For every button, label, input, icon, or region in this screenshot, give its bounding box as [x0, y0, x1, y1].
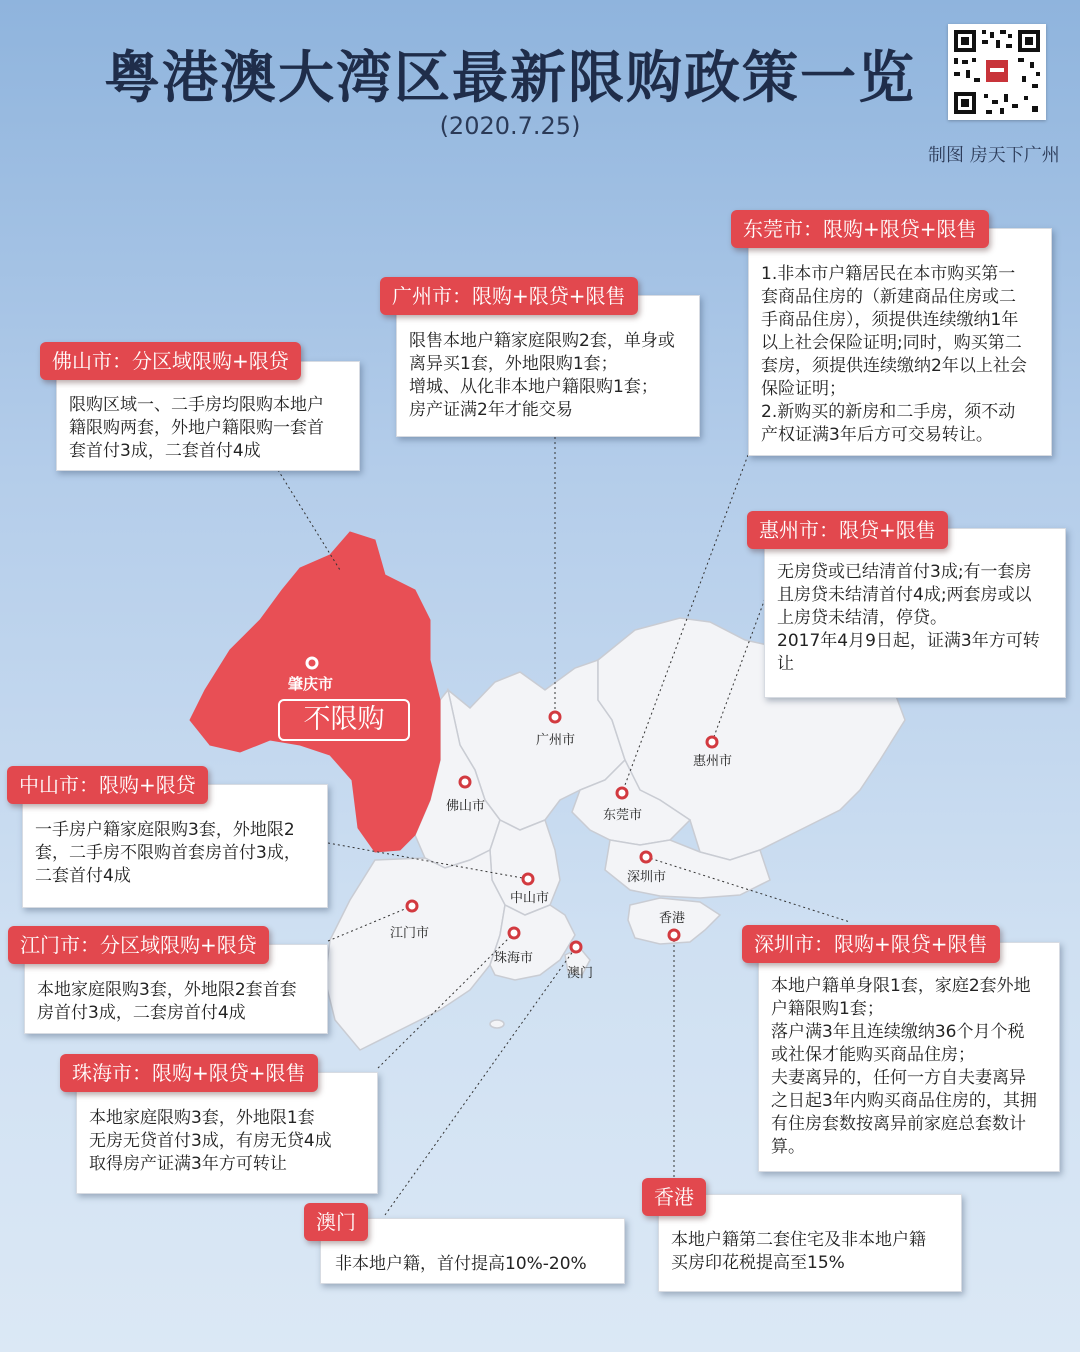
marker-jiangmen	[407, 901, 417, 911]
marker-hongkong	[669, 930, 679, 940]
policy-box-shenzhen	[758, 942, 1060, 1172]
policy-heading-hongkong: 香港	[642, 1178, 706, 1216]
region-zhuhai	[490, 905, 575, 980]
credit-label: 制图 房天下广州	[928, 145, 1060, 166]
city-label-foshan: 佛山市	[446, 799, 486, 814]
policy-heading-dongguan: 东莞市：限购+限贷+限售	[731, 210, 989, 248]
zhaoqing-status-badge: 不限购	[278, 699, 410, 741]
region-jiangmen	[325, 850, 505, 1050]
city-label-guangzhou: 广州市	[536, 733, 576, 748]
policy-heading-shenzhen: 深圳市：限购+限贷+限售	[742, 925, 1000, 963]
marker-zhongshan	[523, 874, 533, 884]
city-label-macau: 澳门	[567, 966, 594, 981]
page-title: 粤港澳大湾区最新限购政策一览	[104, 46, 916, 111]
policy-text-huizhou: 无房贷或已结清首付3成;有一套房 且房贷未结清首付4成;两套房或以 上房贷未结清，停贷。 2017年4月9日起，证满3年方可转 让	[777, 562, 1040, 674]
marker-foshan	[460, 777, 470, 787]
city-label-shenzhen: 深圳市	[627, 870, 667, 885]
policy-text-zhongshan: 一手房户籍家庭限购3套，外地限2 套，二手房不限购首套房首付3成， 二套首付4成	[35, 820, 301, 886]
policy-heading-huizhou: 惠州市：限贷+限售	[747, 511, 948, 549]
marker-shenzhen	[641, 852, 651, 862]
marker-guangzhou	[550, 712, 560, 722]
date-label: (2020.7.25)	[439, 112, 581, 140]
city-label-zhuhai: 珠海市	[494, 951, 534, 966]
policy-heading-zhuhai: 珠海市：限购+限贷+限售	[60, 1054, 318, 1092]
policy-box-dongguan	[748, 228, 1052, 456]
policy-text-shenzhen: 本地户籍单身限1套，家庭2套外地 户籍限购1套； 落户满3年且连续缴纳36个月个税 或社保才能购买商品住房； 夫妻离异的，任何一方自夫妻离异 之日起3年内购买商品住房的，其拥 有住房套数按离异前家庭总套数计 算。	[771, 976, 1037, 1157]
policy-heading-guangzhou: 广州市：限购+限贷+限售	[380, 277, 638, 315]
marker-dongguan	[617, 788, 627, 798]
marker-huizhou	[707, 737, 717, 747]
city-label-huizhou: 惠州市	[693, 754, 733, 769]
marker-macau	[571, 942, 581, 952]
policy-text-macau: 非本地户籍，首付提高10%-20%	[335, 1254, 587, 1274]
city-label-zhongshan: 中山市	[510, 891, 550, 906]
policy-text-jiangmen: 本地家庭限购3套，外地限2套首套 房首付3成，二套房首付4成	[37, 980, 297, 1023]
marker-zhaoqing	[307, 658, 317, 668]
policy-text-zhuhai: 本地家庭限购3套，外地限1套 无房无贷首付3成，有房无贷4成 取得房产证满3年方可转让	[89, 1108, 332, 1174]
policy-text-foshan: 限购区域一、二手房均限购本地户 籍限购两套，外地户籍限购一套首 套首付3成，二套首付4成	[69, 395, 324, 461]
marker-zhuhai	[509, 928, 519, 938]
policy-heading-foshan: 佛山市：分区域限购+限贷	[40, 342, 301, 380]
city-label-jiangmen: 江门市	[390, 926, 430, 941]
policy-text-hongkong: 本地户籍第二套住宅及非本地户籍 买房印花税提高至15%	[671, 1230, 926, 1273]
policy-heading-zhongshan: 中山市：限购+限贷	[7, 766, 208, 804]
policy-text-guangzhou: 限售本地户籍家庭限购2套，单身或 离异买1套，外地限购1套； 增城、从化非本地户籍限购1套； 房产证满2年才能交易	[409, 331, 675, 420]
city-label-dongguan: 东莞市	[603, 808, 643, 823]
policy-heading-macau: 澳门	[304, 1203, 368, 1241]
policy-text-dongguan: 1.非本市户籍居民在本市购买第一 套商品住房的（新建商品住房或二 手商品住房），须提供连续缴纳1年 以上社会保险证明;同时，购买第二 套房，须提供连续缴纳2年以上社会 保险证明； 2.新购买的新房和二手房，须不动 产权证满3年后方可交易转让。	[761, 264, 1027, 445]
city-label-hongkong: 香港	[659, 911, 686, 926]
policy-heading-jiangmen: 江门市：分区域限购+限贷	[8, 926, 269, 964]
city-label-zhaoqing: 肇庆市	[288, 675, 334, 693]
policy-box-huizhou	[764, 528, 1066, 698]
policy-box-guangzhou	[396, 295, 700, 437]
